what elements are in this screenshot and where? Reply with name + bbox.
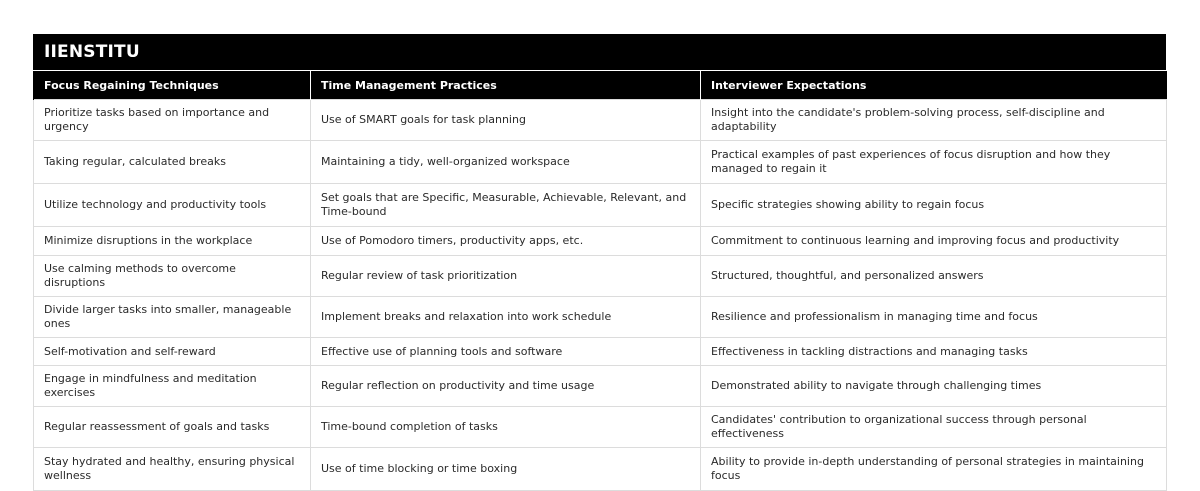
table-cell: Maintaining a tidy, well-organized workspace xyxy=(311,141,701,184)
table-cell: Use of Pomodoro timers, productivity apps, etc. xyxy=(311,227,701,256)
table-row xyxy=(34,227,1167,256)
table-cell: Candidates' contribution to organizational success through personal effectiveness xyxy=(701,407,1167,448)
table-cell: Minimize disruptions in the workplace xyxy=(34,227,311,256)
table-cell: Regular reflection on productivity and time usage xyxy=(311,366,701,407)
brand-name: IIENSTITU xyxy=(44,42,140,62)
table-header xyxy=(34,71,1167,100)
table-cell: Implement breaks and relaxation into work schedule xyxy=(311,296,701,337)
table-cell: Resilience and professionalism in managing time and focus xyxy=(701,296,1167,337)
table-cell: Taking regular, calculated breaks xyxy=(34,141,311,184)
table-cell: Self-motivation and self-reward xyxy=(34,337,311,366)
table-cell: Use calming methods to overcome disruptions xyxy=(34,255,311,296)
table-cell: Effective use of planning tools and software xyxy=(311,337,701,366)
table-cell: Divide larger tasks into smaller, manageable ones xyxy=(34,296,311,337)
table-cell: Effectiveness in tackling distractions and managing tasks xyxy=(701,337,1167,366)
table-row xyxy=(34,255,1167,296)
table-cell: Ability to provide in-depth understanding of personal strategies in maintaining focus xyxy=(701,448,1167,491)
table-row xyxy=(34,100,1167,141)
column-header-expectations: Interviewer Expectations xyxy=(701,71,1167,100)
table-cell: Structured, thoughtful, and personalized answers xyxy=(701,255,1167,296)
data-table xyxy=(33,70,1167,491)
table-cell: Insight into the candidate's problem-solving process, self-discipline and adaptability xyxy=(701,100,1167,141)
table-row xyxy=(34,184,1167,227)
table-container xyxy=(33,34,1166,491)
table-row xyxy=(34,337,1167,366)
header-row xyxy=(34,71,1167,100)
table-cell: Practical examples of past experiences of focus disruption and how they managed to regain it xyxy=(701,141,1167,184)
brand-header xyxy=(33,34,1166,70)
table-cell: Prioritize tasks based on importance and urgency xyxy=(34,100,311,141)
table-body xyxy=(34,100,1167,491)
column-header-focus: Focus Regaining Techniques xyxy=(34,71,311,100)
table-cell: Engage in mindfulness and meditation exercises xyxy=(34,366,311,407)
table-cell: Regular review of task prioritization xyxy=(311,255,701,296)
table-row xyxy=(34,141,1167,184)
table-cell: Commitment to continuous learning and improving focus and productivity xyxy=(701,227,1167,256)
table-cell: Demonstrated ability to navigate through challenging times xyxy=(701,366,1167,407)
table-cell: Utilize technology and productivity tools xyxy=(34,184,311,227)
table-cell: Time-bound completion of tasks xyxy=(311,407,701,448)
table-cell: Regular reassessment of goals and tasks xyxy=(34,407,311,448)
table-cell: Use of SMART goals for task planning xyxy=(311,100,701,141)
table-row xyxy=(34,407,1167,448)
table-cell: Set goals that are Specific, Measurable, Achievable, Relevant, and Time-bound xyxy=(311,184,701,227)
table-cell: Use of time blocking or time boxing xyxy=(311,448,701,491)
table-cell: Specific strategies showing ability to regain focus xyxy=(701,184,1167,227)
table-cell: Stay hydrated and healthy, ensuring physical wellness xyxy=(34,448,311,491)
column-header-time: Time Management Practices xyxy=(311,71,701,100)
table-row xyxy=(34,296,1167,337)
table-row xyxy=(34,448,1167,491)
table-row xyxy=(34,366,1167,407)
